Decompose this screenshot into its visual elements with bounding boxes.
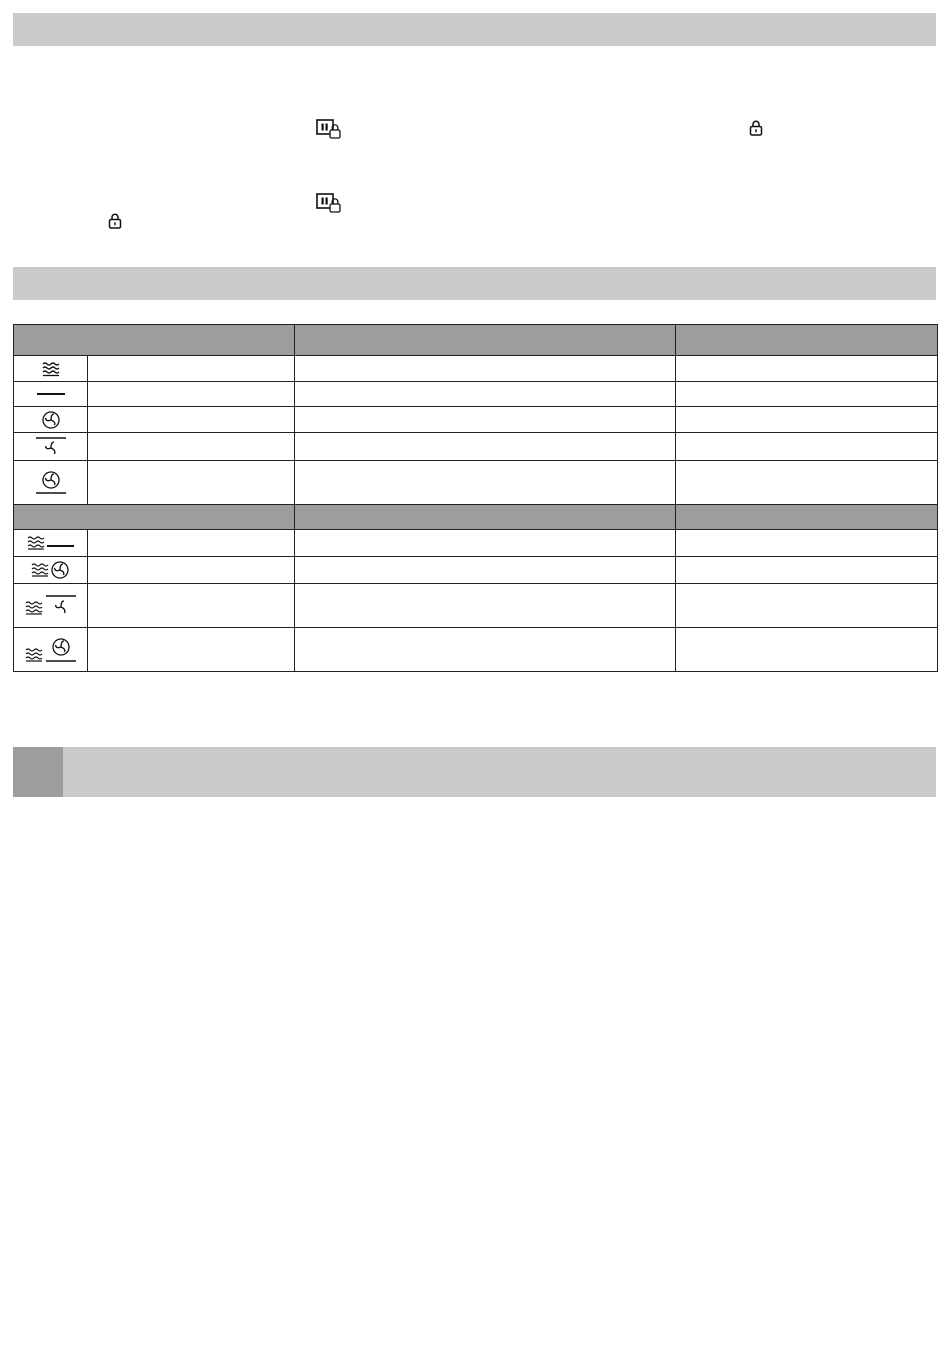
- table-cell: [676, 433, 938, 461]
- microwave-top-heat-fan-icon: [14, 584, 88, 628]
- microwave-hot-air-icon: [14, 557, 88, 584]
- table-cell: [88, 557, 295, 584]
- header-cell: [676, 325, 938, 356]
- microwave-grill-icon: [14, 530, 88, 557]
- table-cell: [88, 530, 295, 557]
- table-cell: [88, 628, 295, 672]
- subheader-cell: [14, 505, 295, 530]
- hot-air-fan-bottom-heat-icon: [14, 461, 88, 505]
- table-row: [14, 382, 938, 407]
- table-cell: [295, 407, 676, 433]
- table-cell: [676, 382, 938, 407]
- table-subheader-row: [14, 505, 938, 530]
- table-cell: [88, 382, 295, 407]
- table-cell: [295, 356, 676, 382]
- table-row: [14, 356, 938, 382]
- table-cell: [295, 530, 676, 557]
- table-cell: [88, 461, 295, 505]
- table-header-row: [14, 325, 938, 356]
- grill-icon: [14, 382, 88, 407]
- subheader-cell: [676, 505, 938, 530]
- hot-air-fan-icon: [14, 407, 88, 433]
- table-row: [14, 461, 938, 505]
- table-cell: [295, 461, 676, 505]
- section-header-bar-2: [13, 267, 936, 300]
- table-row: [14, 407, 938, 433]
- microwave-icon: [14, 356, 88, 382]
- table-row: [14, 628, 938, 672]
- table-cell: [88, 407, 295, 433]
- lock-icon: [108, 213, 122, 229]
- section-number-tab: [13, 747, 63, 797]
- pause-lock-icon: [316, 119, 342, 139]
- table-row: [14, 584, 938, 628]
- table-cell: [295, 557, 676, 584]
- table-cell: [295, 433, 676, 461]
- table-cell: [676, 584, 938, 628]
- table-cell: [88, 584, 295, 628]
- section-header-bar-1: [13, 13, 936, 46]
- header-cell: [295, 325, 676, 356]
- lock-icon: [749, 120, 763, 136]
- table-cell: [88, 433, 295, 461]
- table-cell: [676, 461, 938, 505]
- table-cell: [676, 407, 938, 433]
- microwave-hot-air-bottom-heat-icon: [14, 628, 88, 672]
- table-cell: [676, 530, 938, 557]
- table-cell: [295, 628, 676, 672]
- table-cell: [676, 356, 938, 382]
- table-cell: [676, 557, 938, 584]
- table-row: [14, 557, 938, 584]
- section-header-bar-3: [13, 747, 936, 797]
- table-cell: [676, 628, 938, 672]
- cooking-modes-table: [13, 324, 938, 672]
- table-cell: [295, 584, 676, 628]
- table-cell: [88, 356, 295, 382]
- pause-lock-icon: [316, 193, 342, 213]
- table-cell: [295, 382, 676, 407]
- header-cell: [14, 325, 295, 356]
- table-row: [14, 530, 938, 557]
- table-row: [14, 433, 938, 461]
- top-heat-fan-icon: [14, 433, 88, 461]
- subheader-cell: [295, 505, 676, 530]
